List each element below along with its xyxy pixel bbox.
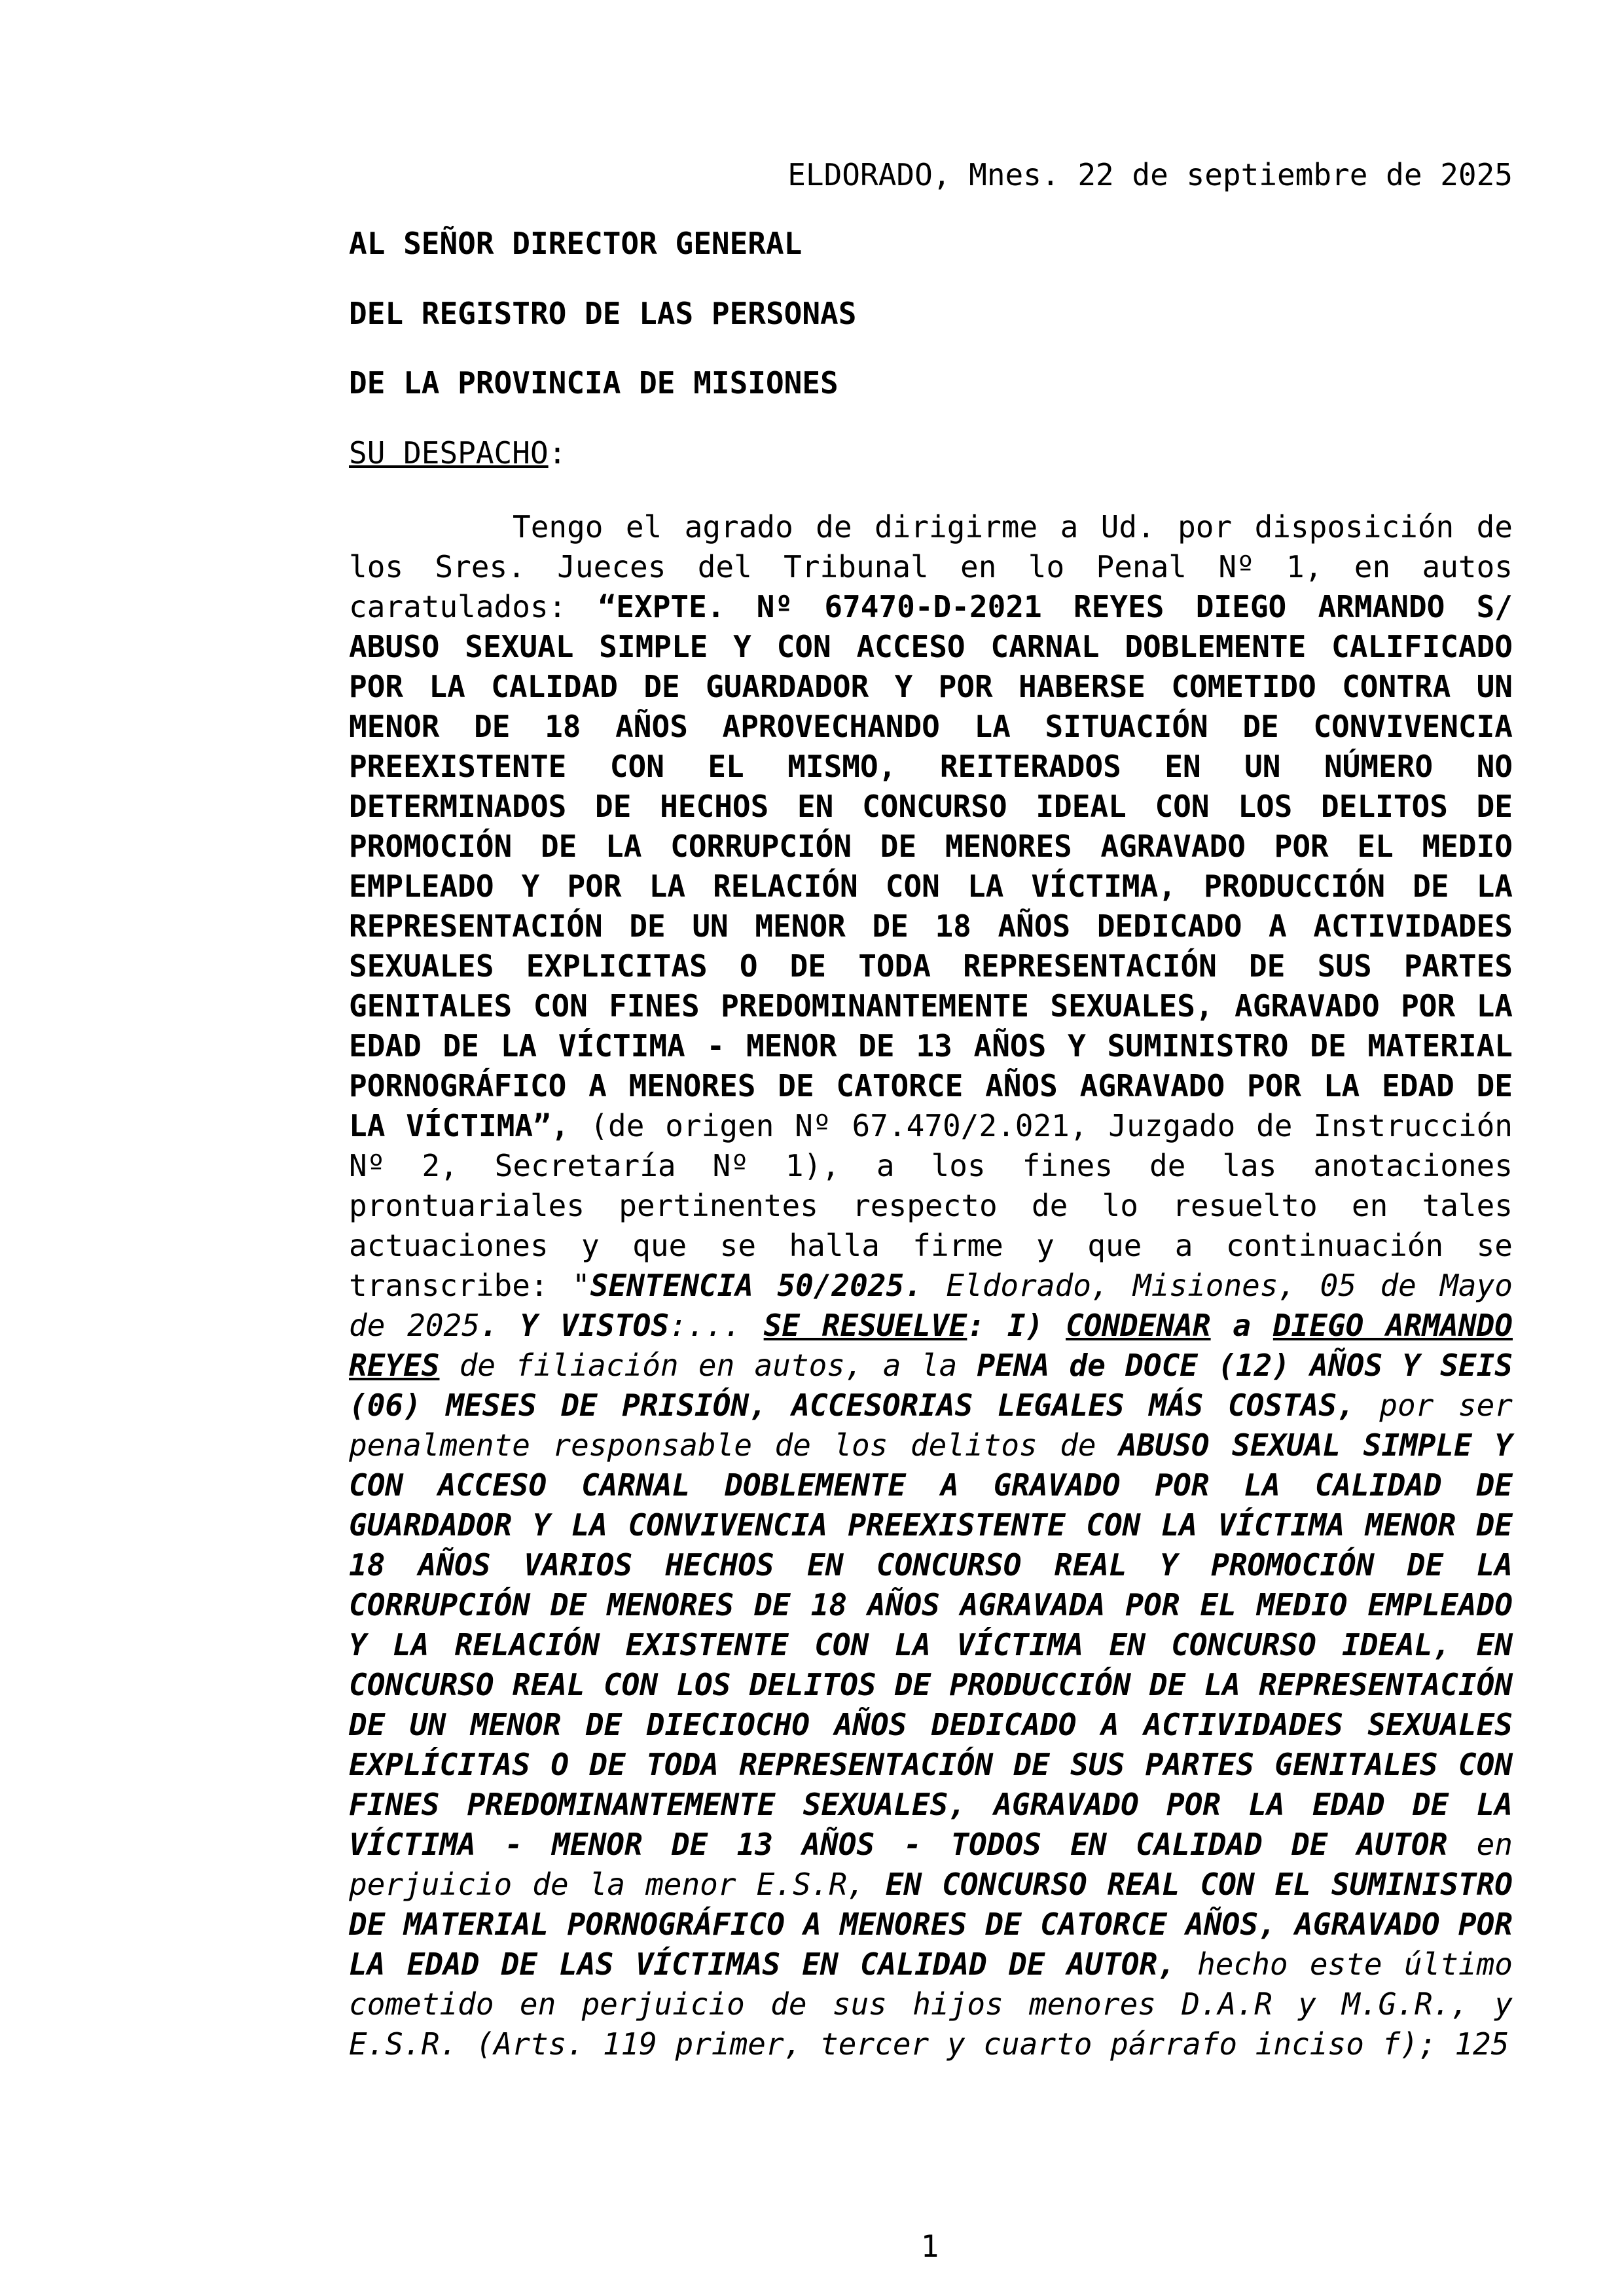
delitos-text: ABUSO SEXUAL SIMPLE Y CON ACCESO CARNAL DOBLEMENTE A GRAVADO POR LA CALIDAD DE GUARDADOR Y LA CONVIVENCIA PREEXISTENTE CON LA VÍCTIMA MENOR DE 18 AÑOS VARIOS HECHOS EN CONCURSO REAL Y PROMOCIÓN DE LA CORRUPCIÓN DE MENORES DE 18 AÑOS AGRAVADA POR EL MEDIO EMPLEADO Y LA RELACIÓN EXISTENTE CON LA VÍCTIMA EN CONCURSO IDEAL, EN CONCURSO REAL CON LOS DELITOS DE PRODUCCIÓN DE LA REPRESENTACIÓN DE UN MENOR DE DIECIOCHO AÑOS DEDICADO A ACTIVIDADES SEXUALES EXPLÍCITAS O DE TODA REPRESENTACIÓN DE SUS PARTES GENITALES CON FINES PREDOMINANTEMENTE SEXUALES, AGRAVADO POR LA EDAD DE LA VÍCTIMA - MENOR DE 13 AÑOS - TODOS EN CALIDAD DE AUTOR — [349, 1427, 1513, 1862]
addressee-line-2: DEL REGISTRO DE LAS PERSONAS — [349, 296, 857, 331]
defendant-name: DIEGO ARMANDO REYES — [349, 1308, 1513, 1383]
pena-text: PENA de DOCE (12) AÑOS Y SEIS (06) MESES DE PRISIÓN, ACCESORIAS LEGALES MÁS COSTAS, — [349, 1348, 1513, 1423]
su-despacho — [349, 435, 566, 471]
filiacion-text: de filiación en autos, a la — [439, 1348, 977, 1383]
vistos: . Y VISTOS — [479, 1308, 670, 1343]
sentencia-label: SENTENCIA 50/2025. — [590, 1268, 922, 1303]
case-title: “EXPTE. Nº 67470-D-2021 REYES DIEGO ARMANDO S/ ABUSO SEXUAL SIMPLE Y CON ACCESO CARNAL DOBLEMENTE CALIFICADO POR LA CALIDAD DE GUARDADOR Y POR HABERSE COMETIDO CONTRA UN MENOR DE 18 AÑOS APROVECHANDO LA SITUACIÓN DE CONVIVENCIA PREEXISTENTE CON EL MISMO, REITERADOS EN UN NÚMERO NO DETERMINADOS DE HECHOS EN CONCURSO IDEAL CON LOS DELITOS DE PROMOCIÓN DE LA CORRUPCIÓN DE MENORES AGRAVADO POR EL MEDIO EMPLEADO Y POR LA RELACIÓN CON LA VÍCTIMA, PRODUCCIÓN DE LA REPRESENTACIÓN DE UN MENOR DE 18 AÑOS DEDICADO A ACTIVIDADES SEXUALES EXPLICITAS O DE TODA REPRESENTACIÓN DE SUS PARTES GENITALES CON FINES PREDOMINANTEMENTE SEXUALES, AGRAVADO POR LA EDAD DE LA VÍCTIMA - MENOR DE 13 AÑOS Y SUMINISTRO DE MATERIAL PORNOGRÁFICO A MENORES DE CATORCE AÑOS AGRAVADO POR LA EDAD DE LA VÍCTIMA”, — [349, 589, 1513, 1143]
addressee-line-3: DE LA PROVINCIA DE MISIONES — [349, 365, 839, 401]
origin-text: (de origen Nº 67.470/2.021, Juzgado de Instrucción Nº 2, Secretaría Nº 1), a los fines de las anotaciones prontuariales pertinentes respecto de lo resuelto en tales actuaciones y que se halla firme y que a continuación se transcribe: " — [349, 1108, 1513, 1303]
closing-text: hecho este último cometido en perjuicio de sus hijos menores D.A.R y M.G.R., y E.S.R. (Arts. 119 primer, tercer y cuarto párrafo inciso f); 125 — [349, 1946, 1513, 2062]
condenar: CONDENAR — [1066, 1308, 1211, 1343]
item-one: : I) — [967, 1308, 1066, 1343]
date-line: ELDORADO, Mnes. 22 de septiembre de 2025 — [787, 157, 1513, 192]
suministro-text: EN CONCURSO REAL CON EL SUMINISTRO DE MATERIAL PORNOGRÁFICO A MENORES DE CATORCE AÑOS, AGRAVADO POR LA EDAD DE LAS VÍCTIMAS EN CALIDAD DE AUTOR, — [349, 1867, 1513, 1982]
letter-body — [349, 507, 1513, 2064]
page-number: 1 — [920, 2229, 939, 2264]
su-despacho-colon: : — [548, 435, 567, 471]
sentencia-place-date: Eldorado, Misiones, 05 de Mayo de 2025 — [349, 1268, 1513, 1343]
a-word: a — [1210, 1308, 1273, 1343]
se-resuelve: SE RESUELVE — [763, 1308, 967, 1343]
por-ser-text: por ser penalmente responsable de los delitos de — [349, 1388, 1513, 1463]
su-despacho-label: SU DESPACHO — [349, 435, 549, 471]
addressee-line-1: AL SEÑOR DIRECTOR GENERAL — [349, 226, 803, 261]
perjuicio-text: en perjuicio de la menor E.S.R, — [349, 1827, 1513, 1902]
intro-text: Tengo el agrado de dirigirme a Ud. por disposición de los Sres. Jueces del Tribunal en lo Penal Nº 1, en autos caratulados: — [349, 509, 1513, 624]
ellipsis: :... — [669, 1308, 764, 1343]
